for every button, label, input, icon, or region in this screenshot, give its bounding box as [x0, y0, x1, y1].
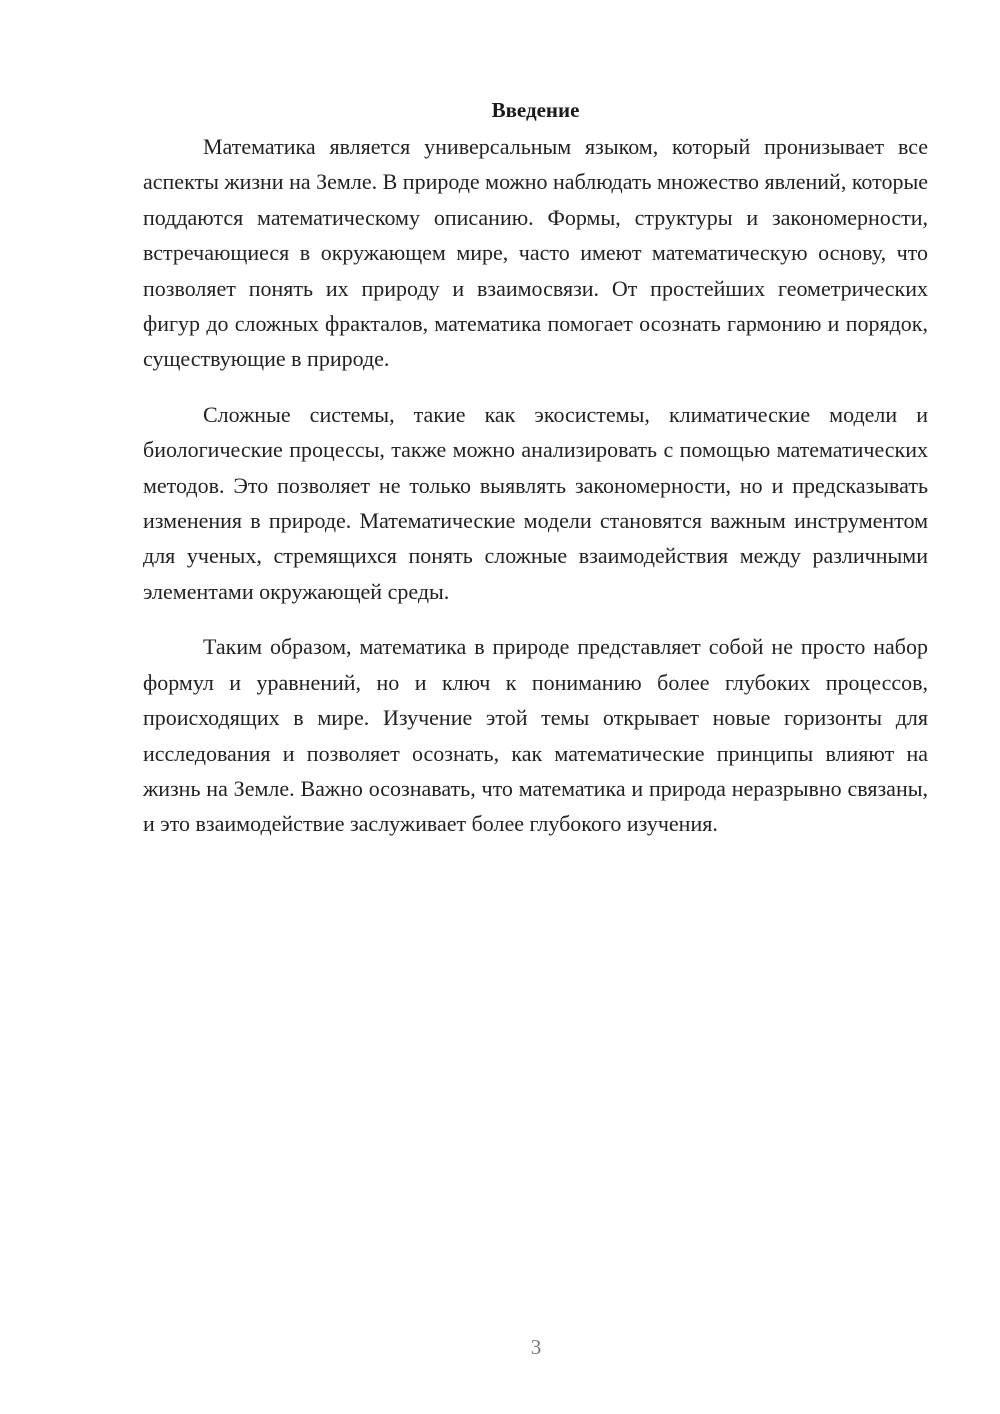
paragraph-3: Таким образом, математика в природе представляет собой не просто набор формул и уравнений, но и ключ к пониманию более глубоких процессов, происходящих в мире. Изучение этой темы открывает новые горизонты для исследования и позволяет осознать, как математические принципы влияют на жизнь на Земле. Важно осознавать, что математика и природа неразрывно связаны, и это взаимодействие заслуживает более глубокого изучения. [143, 634, 928, 837]
page-number: 3 [530, 1335, 542, 1359]
page-content [143, 95, 928, 862]
paragraph-1: Математика является универсальным языком, который пронизывает все аспекты жизни на Земле. В природе можно наблюдать множество явлений, которые поддаются математическому описанию. Формы, структуры и закономерности, встречающиеся в окружающем мире, часто имеют математическую основу, что позволяет понять их природу и взаимосвязи. От простейших геометрических фигур до сложных фракталов, математика помогает осознать гармонию и порядок, существующие в природе. [143, 134, 928, 372]
paragraph-2: Сложные системы, такие как экосистемы, климатические модели и биологические процессы, также можно анализировать с помощью математических методов. Это позволяет не только выявлять закономерности, но и предсказывать изменения в природе. Математические модели становятся важным инструментом для ученых, стремящихся понять сложные взаимодействия между различными элементами окружающей среды. [143, 401, 928, 604]
section-title: Введение [491, 98, 580, 122]
